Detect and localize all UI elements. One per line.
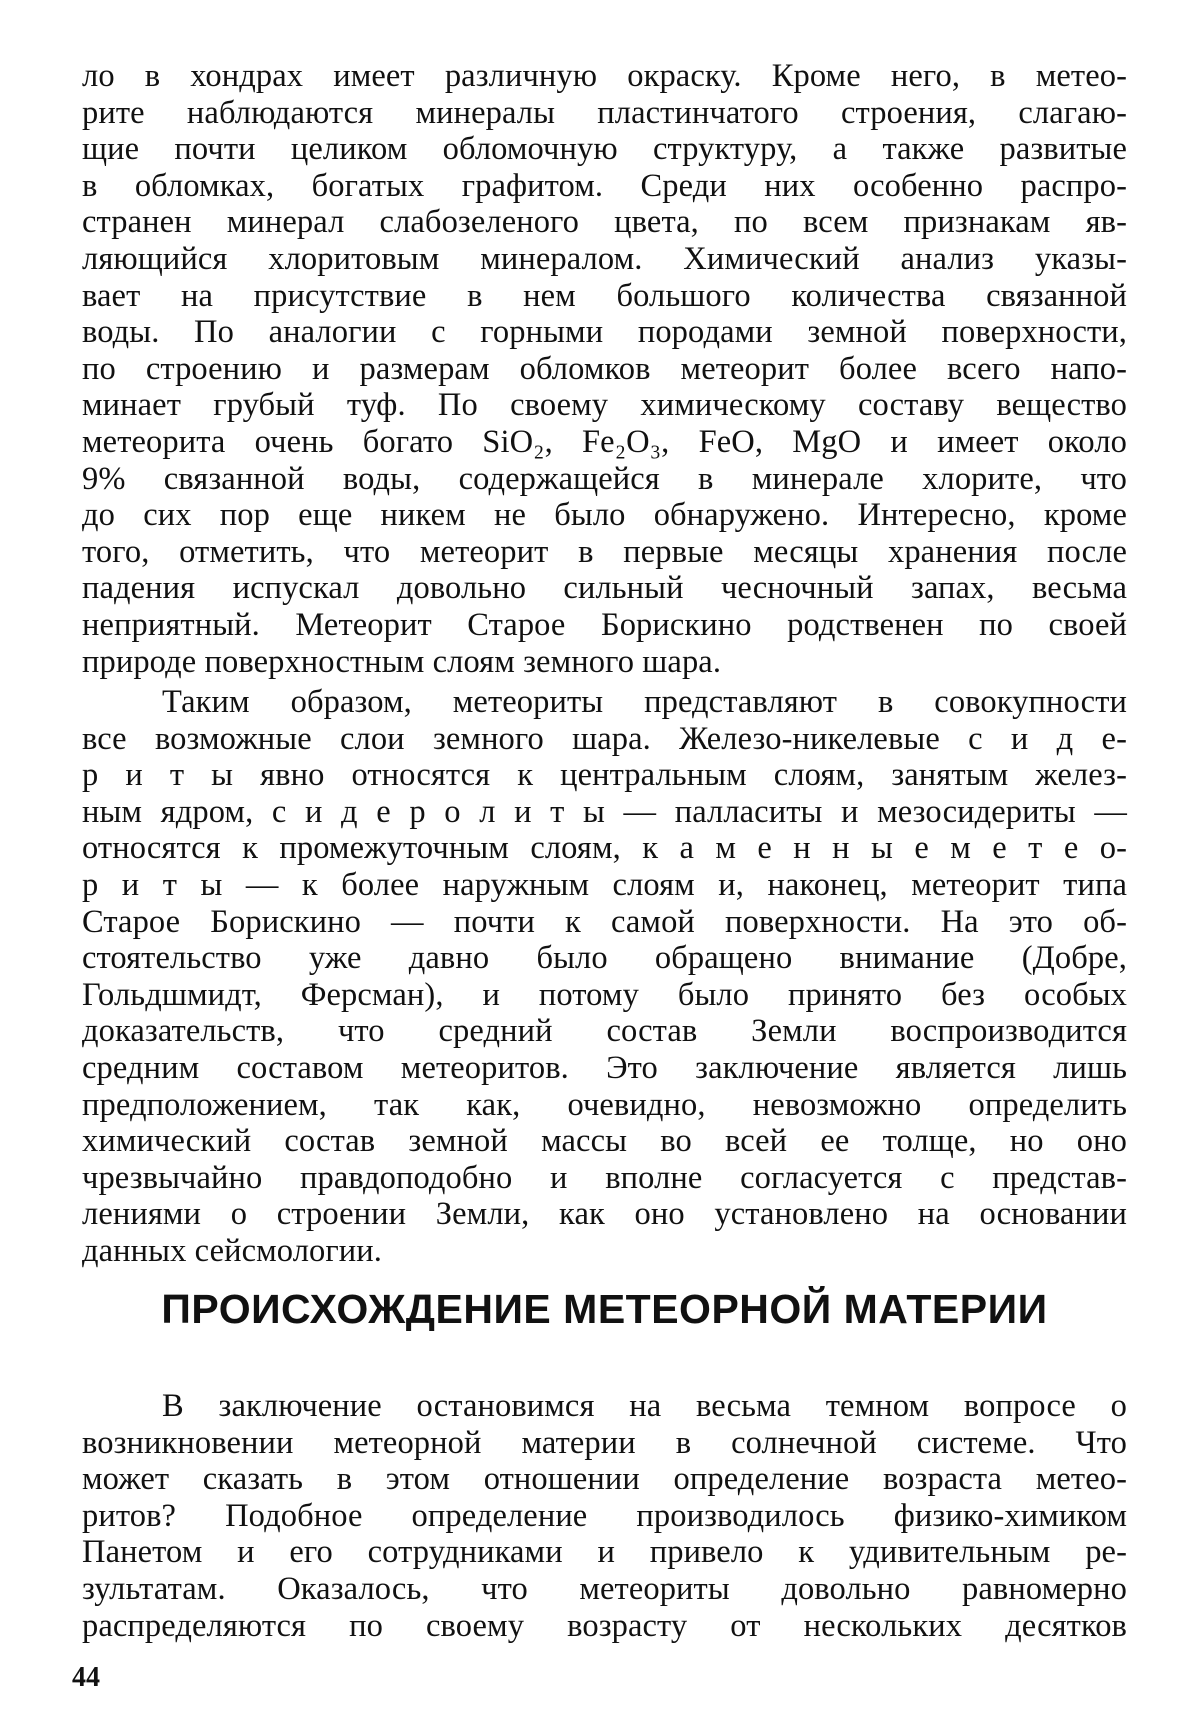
text-line: средним составом метеоритов. Это заключение является лишь	[82, 1050, 1127, 1087]
text-line: природе поверхностным слоям земного шара.	[82, 643, 722, 680]
text-line: стоятельство уже давно было обращено внимание (Добре,	[82, 940, 1127, 977]
text-line: того, отметить, что метеорит в первые месяцы хранения после	[82, 533, 1127, 570]
text-line: до сих пор еще никем не было обнаружено. Интересно, кроме	[82, 497, 1127, 534]
text-line: ритов? Подобное определение производилось физико-химиком	[82, 1497, 1127, 1534]
text-line: ным ядром, с и д е р о л и т ы — палласиты и мезосидериты —	[82, 793, 1127, 830]
text-line: зультатам. Оказалось, что метеориты довольно равномерно	[82, 1570, 1127, 1607]
text-line: предположением, так как, очевидно, невозможно определить	[82, 1086, 1127, 1123]
text-line: Старое Борискино — почти к самой поверхности. На это об-	[82, 903, 1127, 940]
paragraph-3	[82, 1388, 1127, 1644]
text-line: щие почти целиком обломочную структуру, а также развитые	[82, 131, 1127, 168]
text-line: доказательств, что средний состав Земли воспроизводится	[82, 1013, 1127, 1050]
text-line: относятся к промежуточным слоям, к а м е н н ы е м е т е о-	[82, 830, 1127, 867]
text-line: вает на присутствие в нем большого количества связанной	[82, 277, 1127, 314]
text-line: минает грубый туф. По своему химическому составу вещество	[82, 387, 1127, 424]
text-line: В заключение остановимся на весьма темном вопросе о	[162, 1388, 1127, 1424]
text-line: неприятный. Метеорит Старое Борискино родственен по своей	[82, 606, 1127, 643]
section-heading: ПРОИСХОЖДЕНИЕ МЕТЕОРНОЙ МАТЕРИИ	[161, 1286, 1048, 1332]
page-body	[82, 58, 1127, 1270]
text-line: р и т ы — к более наружным слоям и, наконец, метеорит типа	[82, 867, 1127, 904]
text-line: странен минерал слабозеленого цвета, по всем признакам яв-	[82, 204, 1127, 241]
text-line: по строению и размерам обломков метеорит более всего напо-	[82, 350, 1127, 387]
text-line: воды. По аналогии с горными породами земной поверхности,	[82, 314, 1127, 351]
text-line: р и т ы явно относятся к центральным слоям, занятым желез-	[82, 757, 1127, 794]
text-line: падения испускал довольно сильный чесночный запах, весьма	[82, 570, 1127, 607]
paragraph-1	[82, 58, 1127, 680]
paragraph-2	[82, 684, 1127, 1270]
text-line: рите наблюдаются минералы пластинчатого строения, слагаю-	[82, 94, 1127, 131]
text-line: в обломках, богатых графитом. Среди них особенно распро-	[82, 167, 1127, 204]
text-line: 9% связанной воды, содержащейся в минерале хлорите, что	[82, 460, 1127, 497]
text-line: все возможные слои земного шара. Железо-никелевые с и д е-	[82, 720, 1127, 757]
text-line: Таким образом, метеориты представляют в совокупности	[162, 684, 1127, 721]
text-line: Гольдшмидт, Ферсман), и потому было принято без особых	[82, 976, 1127, 1013]
text-line: химический состав земной массы во всей ее толще, но оно	[82, 1123, 1127, 1160]
section-body	[82, 1388, 1127, 1644]
text-line: метеорита очень богато SiO₂, Fe₂O₃, FeO, MgO и имеет около	[82, 423, 1127, 460]
text-line: лениями о строении Земли, как оно установлено на основании	[82, 1196, 1127, 1233]
page-number: 44	[72, 1662, 100, 1693]
text-line: ло в хондрах имеет различную окраску. Кроме него, в метео-	[82, 58, 1127, 94]
text-line: возникновении метеорной материи в солнечной системе. Что	[82, 1424, 1127, 1461]
text-line: данных сейсмологии.	[82, 1233, 383, 1269]
text-line: может сказать в этом отношении определение возраста метео-	[82, 1461, 1127, 1498]
text-line: ляющийся хлоритовым минералом. Химический анализ указы-	[82, 240, 1127, 277]
text-line: Панетом и его сотрудниками и привело к удивительным ре-	[82, 1534, 1127, 1571]
text-line: распределяются по своему возрасту от нескольких десятков	[82, 1607, 1127, 1644]
text-line: чрезвычайно правдоподобно и вполне согласуется с представ-	[82, 1159, 1127, 1196]
